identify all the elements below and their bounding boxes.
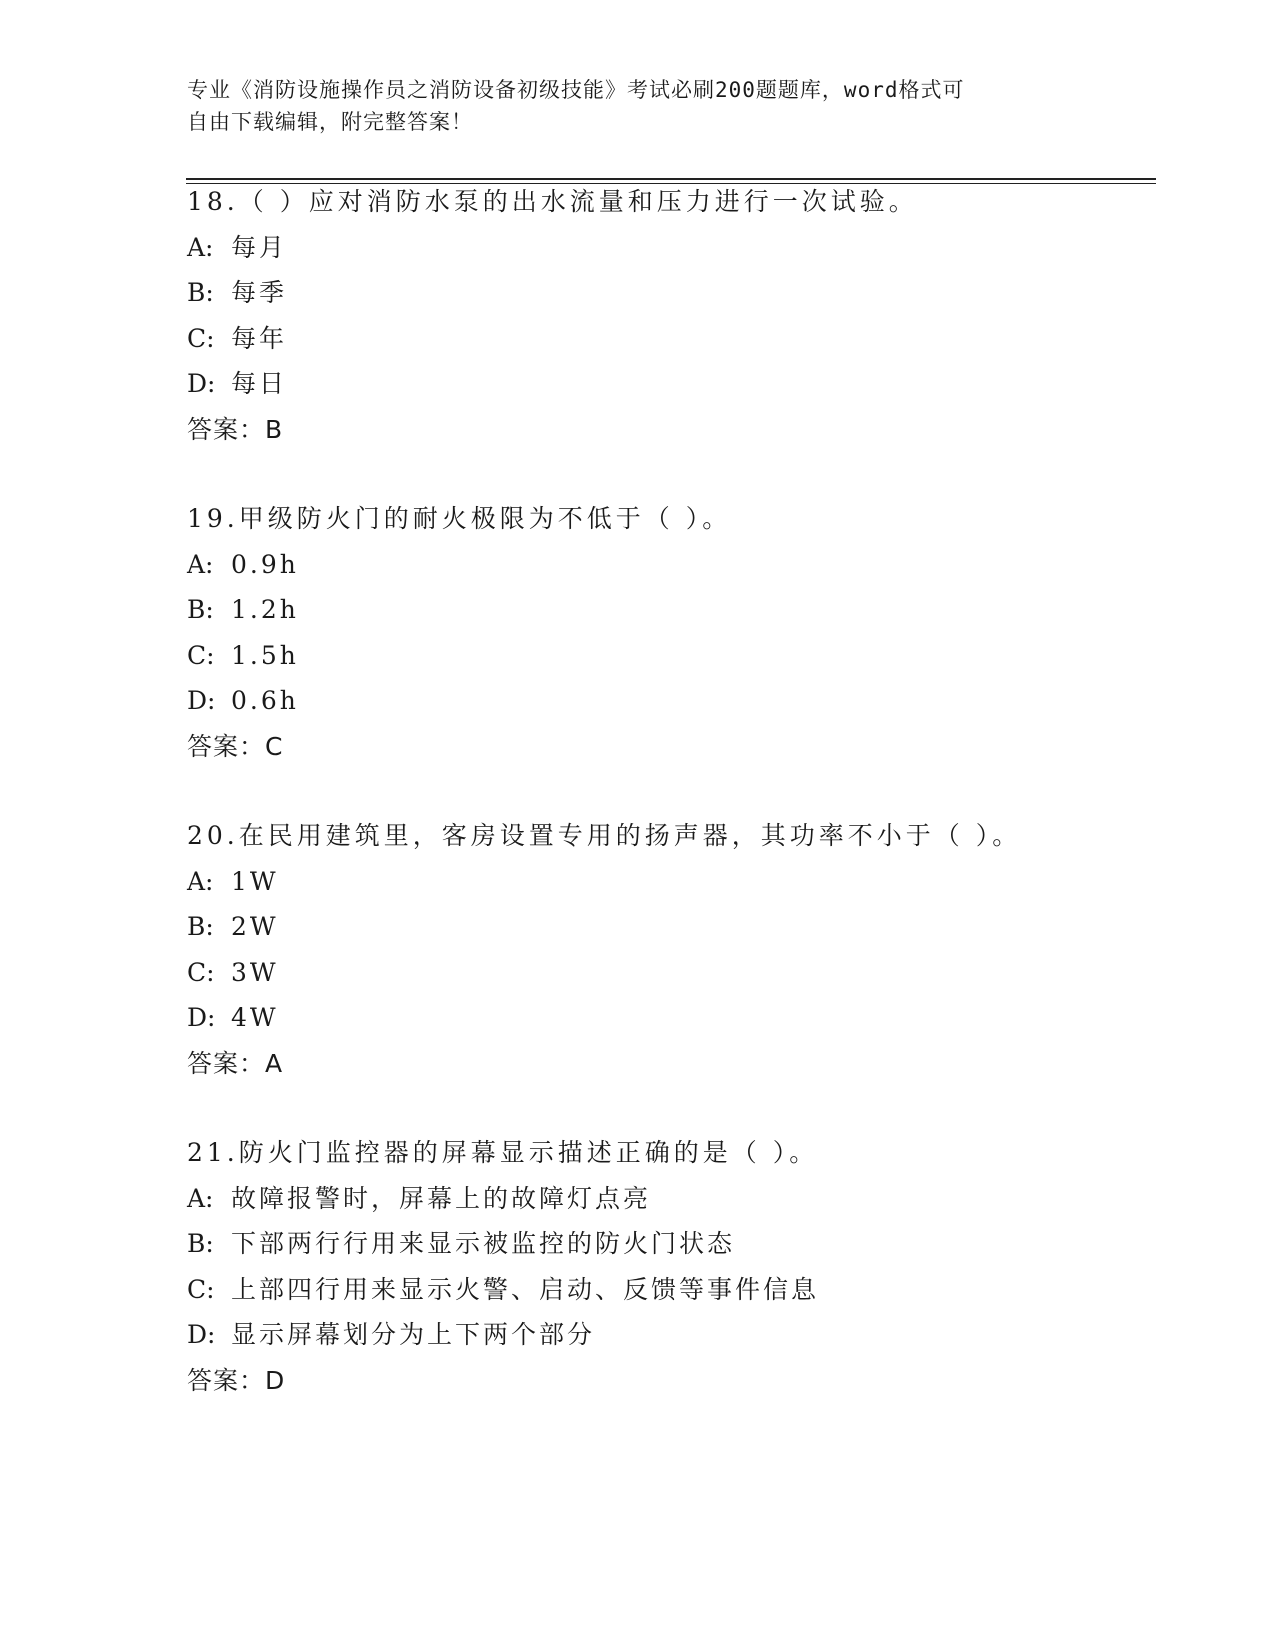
option-text: 4W [231,1003,279,1033]
option-text: 3W [231,957,279,987]
header-line-1: 专业《消防设施操作员之消防设备初级技能》考试必刷200题题库，word格式可 [187,78,965,102]
question-21 [187,1130,1187,1404]
option-b [187,1221,1187,1267]
option-text: 1.2h [231,595,299,625]
option-text: 每季 [231,278,288,308]
question-19 [187,496,1187,770]
option-d [187,678,1187,724]
option-a [187,859,1187,905]
option-text: 显示屏幕划分为上下两个部分 [231,1320,596,1350]
option-text: 0.9h [231,549,299,579]
option-d [187,1312,1187,1358]
option-letter: D: [187,369,216,399]
option-b [187,587,1187,633]
answer-label: 答案：A [187,1048,284,1078]
option-letter: D: [187,686,216,716]
option-letter: D: [187,1003,216,1033]
option-text: 每日 [231,369,288,399]
option-c [187,950,1187,996]
question-18 [187,179,1187,453]
option-letter: B: [187,278,214,308]
option-text: 2W [231,912,279,942]
option-letter: A: [187,1183,214,1213]
answer-label: 答案：B [187,414,284,444]
answer-label: 答案：D [187,1365,286,1395]
option-text: 0.6h [231,686,299,716]
option-c [187,633,1187,679]
option-letter: A: [187,232,214,262]
option-d [187,995,1187,1041]
option-text: 1.5h [231,640,299,670]
option-letter: C: [187,323,215,353]
option-letter: B: [187,912,214,942]
option-c [187,316,1187,362]
option-text: 故障报警时，屏幕上的故障灯点亮 [231,1183,652,1213]
option-letter: D: [187,1320,216,1350]
option-c [187,1267,1187,1313]
option-letter: C: [187,1274,215,1304]
option-letter: A: [187,549,214,579]
answer-label: 答案：C [187,731,284,761]
option-letter: B: [187,1229,214,1259]
question-stem: 19.甲级防火门的耐火极限为不低于（ ）。 [187,504,732,533]
option-letter: A: [187,866,214,896]
option-text: 下部两行行用来显示被监控的防火门状态 [231,1229,736,1259]
option-a [187,542,1187,588]
question-stem: 18.（ ）应对消防水泵的出水流量和压力进行一次试验。 [187,187,918,216]
option-letter: C: [187,957,215,987]
option-text: 每月 [231,232,288,262]
option-d [187,361,1187,407]
header-line-2: 自由下载编辑，附完整答案！ [187,110,473,134]
option-letter: C: [187,640,215,670]
question-stem: 20.在民用建筑里，客房设置专用的扬声器，其功率不小于（ ）。 [187,821,1022,850]
option-letter: B: [187,595,214,625]
option-text: 1W [231,866,279,896]
option-a [187,1176,1187,1222]
option-b [187,270,1187,316]
option-text: 上部四行用来显示火警、启动、反馈等事件信息 [231,1274,820,1304]
option-b [187,904,1187,950]
question-20 [187,813,1187,1087]
option-text: 每年 [231,323,288,353]
question-stem: 21.防火门监控器的屏幕显示描述正确的是（ ）。 [187,1138,819,1167]
document-header [187,74,1067,138]
option-a [187,225,1187,271]
